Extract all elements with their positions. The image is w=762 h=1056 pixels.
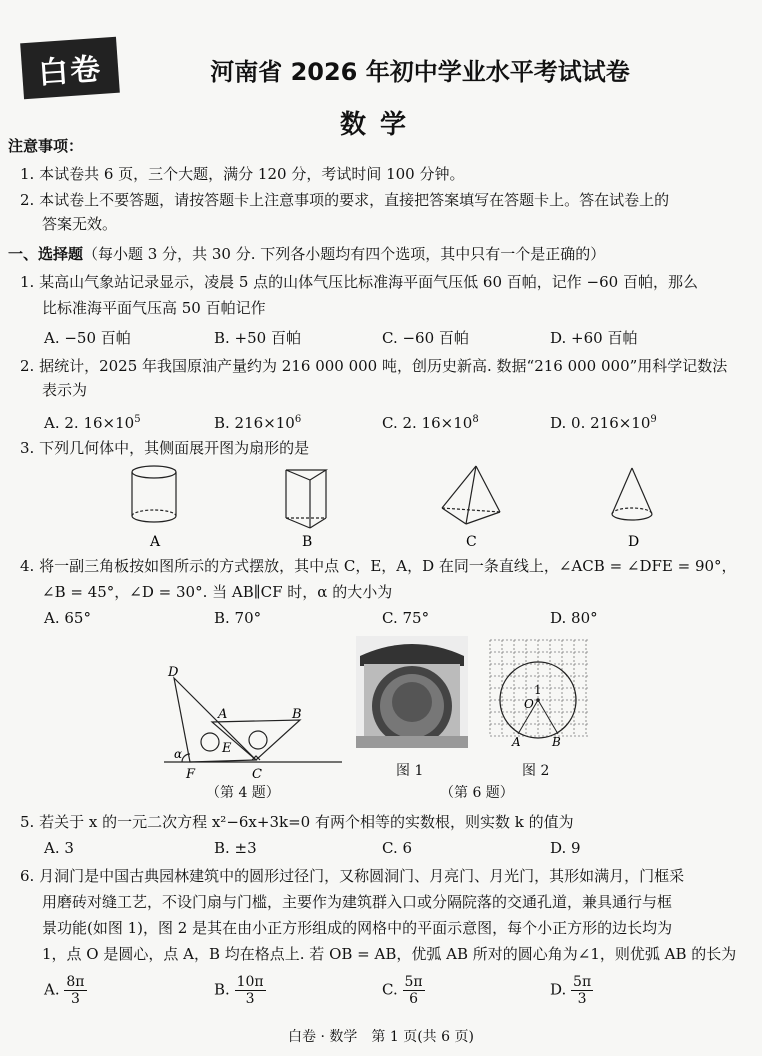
q4-option-c: C. 75°	[382, 609, 430, 627]
fig1-caption: 图 1	[396, 763, 424, 779]
q1-line-1: 1. 某高山气象站记录显示，凌晨 5 点的山体气压比标准海平面气压低 60 百帕，记作 −60 百帕，那么	[20, 273, 698, 291]
q6-option-c-fraction	[403, 974, 425, 1007]
q4-figure	[160, 664, 345, 780]
q3-label-a: A	[150, 534, 161, 548]
q6-option-b-label: B.	[214, 980, 230, 999]
q2-option-d-exp: 9	[650, 414, 657, 425]
q2-option-c-label: C. 2. 16×10	[382, 414, 473, 432]
q6-line-4: 1，点 O 是圆心，点 A，B 均在格点上. 若 OB = AB，优弧 AB 所对的圆心角为∠1，则优弧 AB 的长为	[42, 945, 737, 963]
q2-option-a-label: A. 2. 16×10	[44, 414, 135, 432]
segment-ob	[538, 700, 558, 734]
q2-option-a	[44, 410, 141, 433]
note-2: 2. 本试卷上不要答题，请按答题卡上注意事项的要求，直接把答案填写在答题卡上。答在试卷上的	[20, 191, 670, 209]
q4-point-f: F	[186, 767, 196, 780]
q6-angle-1: 1	[534, 683, 542, 697]
q6-option-b-num: 10π	[236, 974, 264, 990]
q4-hole-1	[201, 733, 219, 751]
q4-line-2: ∠B = 45°，∠D = 30°. 当 AB∥CF 时，α 的大小为	[42, 583, 393, 601]
q6-option-d-label: D.	[550, 980, 567, 999]
q5-option-a: A. 3	[44, 839, 74, 857]
q6-option-b-den: 3	[245, 991, 255, 1007]
q4-option-d: D. 80°	[550, 609, 598, 627]
q6-option-a-fraction	[64, 974, 86, 1007]
q3-label-c: C	[466, 534, 477, 548]
q6-line-1: 6. 月洞门是中国古典园林建筑中的圆形过径门，又称圆洞门、月亮门、月光门，其形如满月，门框采	[20, 867, 685, 885]
q6-option-b	[214, 974, 266, 1007]
q6-option-c-den: 6	[409, 991, 419, 1007]
q2-line-1: 2. 据统计，2025 年我国原油产量约为 216 000 000 吨，创历史新高. 数据“216 000 000”用科学记数法	[20, 357, 728, 375]
q2-option-d-label: D. 0. 216×10	[550, 414, 651, 432]
q2-option-c-exp: 8	[472, 414, 479, 425]
section1-header	[8, 244, 605, 264]
q5-option-c: C. 6	[382, 839, 413, 857]
section1-desc: （每小题 3 分，共 30 分. 下列各小题均有四个选项，其中只有一个是正确的）	[83, 245, 606, 263]
q6-option-d-den: 3	[577, 991, 587, 1007]
q4-option-a: A. 65°	[44, 609, 91, 627]
paper-badge	[20, 37, 120, 100]
subject-title: 数学	[339, 110, 420, 140]
prism-shape	[286, 470, 326, 528]
badge-text: 白卷	[37, 51, 104, 92]
moon-gate-photo	[356, 636, 468, 748]
q2-option-d	[550, 410, 657, 433]
notes-heading: 注意事项：	[8, 137, 84, 155]
q6-option-a-label: A.	[44, 980, 60, 999]
q6-option-a-num: 8π	[66, 974, 85, 990]
pyramid-shape	[442, 466, 500, 524]
q6-grid-figure	[486, 636, 594, 748]
q4-point-b: B	[292, 707, 302, 722]
fig2-caption: 图 2	[522, 763, 550, 779]
q4-option-b: B. 70°	[214, 609, 262, 627]
q6-point-b: B	[552, 735, 561, 748]
page-footer: 白卷 · 数学 第 1 页(共 6 页)	[288, 1029, 474, 1045]
q2-option-b-label: B. 216×10	[214, 414, 295, 432]
q4-line-1: 4. 将一副三角板按如图所示的方式摆放，其中点 C，E，A，D 在同一条直线上，∠ACB = ∠DFE = 90°，	[20, 557, 737, 575]
cone-shape	[612, 468, 652, 520]
q5-option-d: D. 9	[550, 839, 581, 857]
q3-label-d: D	[628, 534, 640, 548]
q6-line-3: 景功能(如图 1)，图 2 是其在由小正方形组成的网格中的平面示意图，每个小正方形的边长均为	[42, 919, 673, 937]
q4-figure-caption: （第 4 题）	[206, 785, 280, 801]
note-1: 1. 本试卷共 6 页，三个大题，满分 120 分，考试时间 100 分钟。	[20, 165, 465, 183]
q6-option-a-den: 3	[70, 991, 80, 1007]
q2-option-b-exp: 6	[294, 414, 302, 425]
q4-point-a: A	[218, 707, 228, 722]
q4-point-e: E	[222, 741, 232, 756]
cylinder-shape	[132, 466, 176, 522]
q2-option-a-exp: 5	[134, 414, 141, 425]
q2-option-c	[382, 410, 479, 433]
q6-option-a	[44, 974, 87, 1007]
q6-option-d-fraction	[571, 974, 593, 1007]
exam-title: 河南省 2026 年初中学业水平考试试卷	[210, 58, 630, 86]
q6-option-c-label: C.	[382, 980, 398, 999]
q4-point-c: C	[252, 767, 262, 780]
q2-line-2: 表示为	[42, 381, 88, 399]
q1-option-d: D. +60 百帕	[550, 329, 638, 347]
q6-point-a: A	[512, 735, 521, 748]
q3-solids-figure	[100, 462, 680, 548]
q6-option-b-fraction	[235, 974, 266, 1007]
q6-option-d-num: 5π	[573, 974, 592, 990]
q3-label-b: B	[302, 534, 313, 548]
q4-hole-2	[249, 731, 267, 749]
q3-line: 3. 下列几何体中，其侧面展开图为扇形的是	[20, 439, 310, 457]
q5-option-b: B. ±3	[214, 839, 257, 857]
q6-point-o: O	[524, 697, 534, 711]
q4-angle-alpha: α	[174, 747, 183, 761]
q6-line-2: 用磨砖对缝工艺，不设门扇与门槛，主要作为建筑群入口或分隔院落的交通孔道，兼具通行与框	[42, 893, 673, 911]
q6-option-d	[550, 974, 593, 1007]
q6-option-c	[382, 974, 425, 1007]
section1-heading: 一、选择题	[8, 245, 84, 263]
q2-option-b	[214, 410, 301, 433]
q6-figure-caption: （第 6 题）	[440, 785, 514, 801]
q1-option-b: B. +50 百帕	[214, 329, 301, 347]
note-2-cont: 答案无效。	[42, 215, 118, 233]
q1-option-c: C. −60 百帕	[382, 329, 469, 347]
q1-line-2: 比标准海平面气压高 50 百帕记作	[42, 299, 266, 317]
q6-option-c-num: 5π	[404, 974, 423, 990]
q4-point-d: D	[168, 665, 179, 680]
q5-line: 5. 若关于 x 的一元二次方程 x²−6x+3k=0 有两个相等的实数根，则实数 k 的值为	[20, 813, 574, 831]
q1-option-a: A. −50 百帕	[44, 329, 131, 347]
